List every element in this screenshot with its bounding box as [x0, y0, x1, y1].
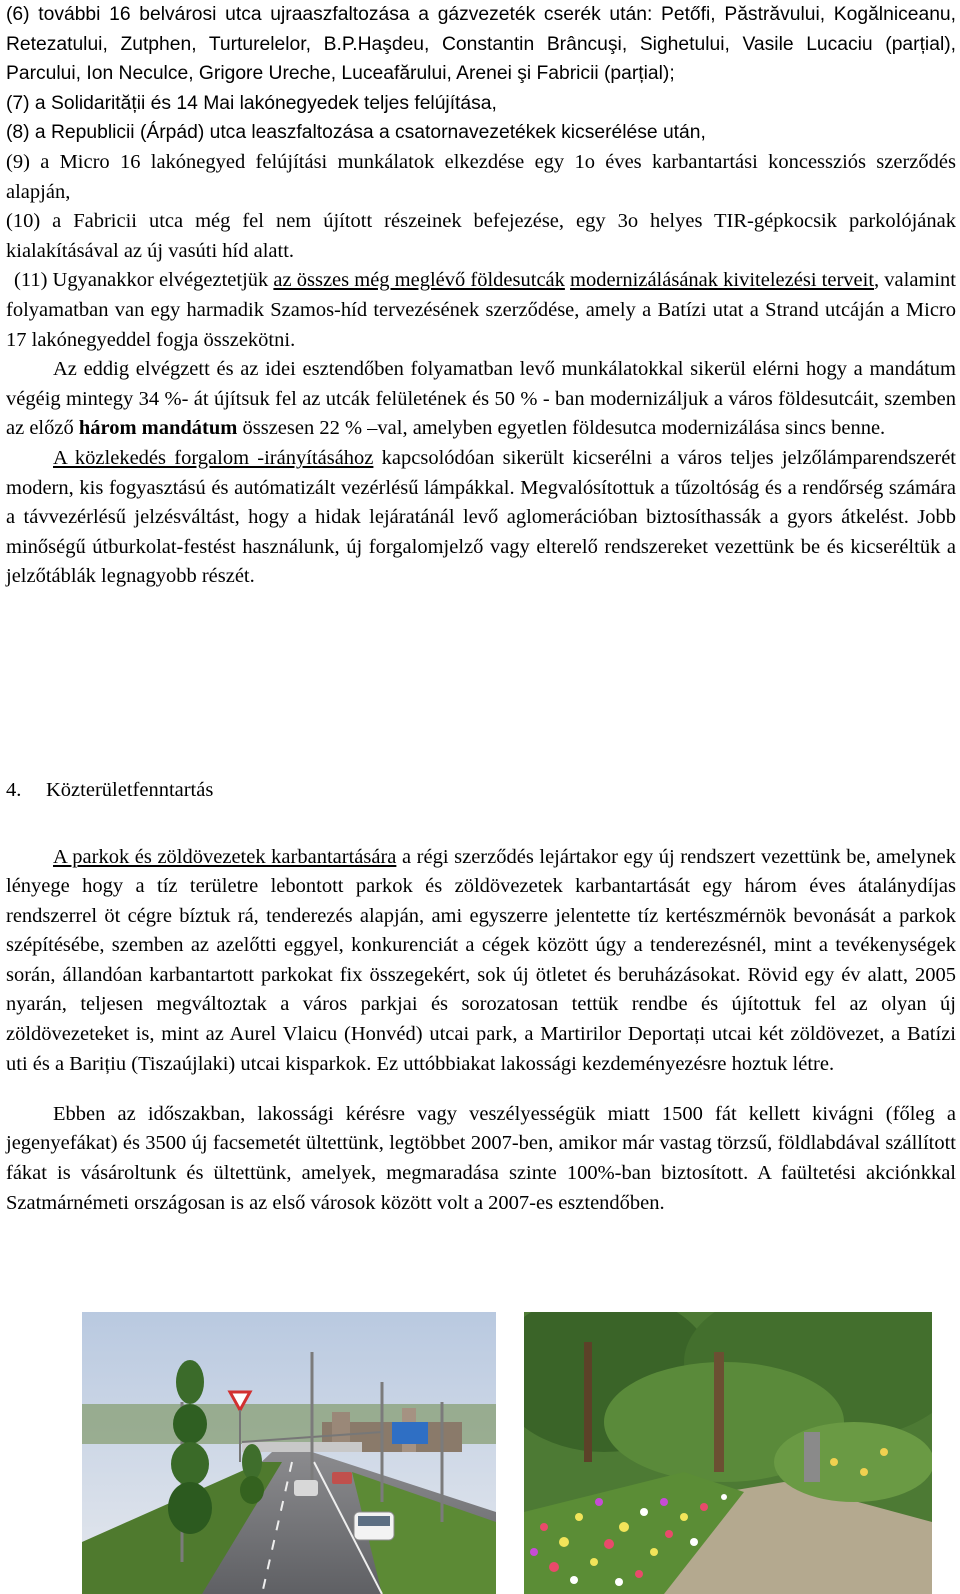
list-item-10: (10) a Fabricii utca még fel nem újított részeinek befejezése, egy 3o helyes TIR-gépkocsik parkolójának kialakításával az új vasúti híd alatt.: [6, 210, 956, 262]
traffic-heading-underlined: A közlekedés forgalom -irányításához: [53, 446, 374, 469]
parks-paragraph: [6, 843, 956, 1080]
list-item-9: (9) a Micro 16 lakónegyed felújítási munkálatok elkezdése egy 1o éves karbantartási koncessziós szerződés alapján,: [6, 150, 956, 203]
document-page: [6, 0, 960, 1594]
section-number: 4.: [6, 779, 22, 801]
parks-text: a régi szerződés lejártakor egy új rendszert vezettünk be, amelynek lényege hogy a tíz területre lebontott parkok és zöldövezetek karbantartását egy három éves átalánydíjas rendszerrel öt cégre bíztuk rá, tenderezés alapján, ami egyszerre jelentette tíz kertészmérnök bevonását a parkok szépítésébe, szemben az azelőtti eggyel, konkurenciát a cégek között úgy a tenderezésnél, mint a tevékenységek során, állandóan karbantartott parkokat fix összegekért, sok új ötletet és beruházásokat. Rövid egy év alatt, 2005 nyarán, teljesen megváltoztak a város parkjai és sorozatosan tettük rendbe és újítottuk fel az olyan új zöldövezeteket is, mint az Aurel Vlaicu (Honvéd) utcai park, a Martirilor Deportați utcai két zöldövezet, a Batízi uti és a Barițiu (Tiszaújlaki) utcai kisparkok. Ez uttóbbiakat lakossági kezdeményezésre hoztuk létre.: [6, 845, 956, 1075]
traffic-paragraph: [6, 444, 956, 592]
list-item-11: [6, 266, 956, 355]
summary-bold: három mandátum: [78, 417, 238, 440]
summary-paragraph: [6, 355, 956, 444]
section-4-heading: [6, 776, 946, 806]
item11-prefix: (11) Ugyanakkor elvégeztetjük: [14, 269, 274, 292]
section-3-list: [6, 0, 956, 592]
list-item-8: (8) a Republicii (Árpád) utca leaszfaltozása a csatornavezetékek kicserélése után,: [6, 122, 706, 144]
section-title: Közterületfenntartás: [46, 779, 214, 801]
item11-underlined-1: az összes még meglévő földesutcák: [273, 269, 565, 292]
section-4-body: [6, 822, 956, 1239]
list-item-6: (6) további 16 belvárosi utca ujraaszfaltozása a gázvezeték cserék után: Petőfi, Păstrăvului, Kogălniceanu, Retezatului, Zutphen, Turturelelor, B.P.Haşdeu, Constantin Brâncuşi, Sighetului, Vasile Lucaciu (parțial), Parcului, Ion Neculce, Grigore Ureche, Luceafărului, Arenei şi Fabricii (parțial);: [6, 4, 956, 85]
parks-heading-underlined: A parkok és zöldövezetek karbantartására: [53, 845, 397, 868]
street-photo: [82, 1312, 496, 1594]
item11-rest: , valamint folyamatban van egy harmadik Szamos-híd tervezésének szerződése, amely a Batízi utat a Strand utcáján a Micro 17 lakónegyeddel fogja összekötni.: [6, 269, 957, 351]
summary-text-b: összesen 22 % –val, amelyben egyetlen földesutca modernizálása sincs benne.: [237, 417, 886, 440]
park-photo: [524, 1312, 932, 1594]
trees-paragraph: Ebben az időszakban, lakossági kérésre vagy veszélyességük miatt 1500 fát kellett kivágni (főleg a jegenyefákat) és 3500 új facsemetét ültettünk, legtöbbet 2007-ben, amikor már vastag törzsű, földlabdával szállított fákat is vásároltunk és ültettünk, amelyek, megmaradása szinte 100%-ban biztosított. A faültetési akciónkkal Szatmárnémeti országosan is az első városok között volt a 2007-es esztendőben.: [6, 1102, 956, 1214]
item11-underlined-2: modernizálásának kivitelezési terveit: [570, 269, 875, 292]
list-item-7: (7) a Solidarității és 14 Mai lakónegyedek teljes felújítása,: [6, 92, 497, 114]
summary-text-a: Az eddig elvégzett és az idei esztendőben folyamatban levő munkálatokkal sikerül elérni hogy a mandátum végéig mintegy 34 %- át újítsuk fel az utcák felületének és 50 % - ban modernizáljuk a város földesutcáit, szemben az előző: [6, 358, 956, 440]
traffic-text: kapcsolódóan sikerült kicserélni a város teljes jelzőlámparendszerét modern, kis fogyasztású és autómatizált vezérlésű lámpákkal. Megvalósítottuk a tűzoltóság és a rendőrség számára a távvezérlésű jelzésváltást, hogy a hidak lejáratánál levő aglomerációban biztosíthassák a gyors átkelést. Jobb minőségű útburkolat-festést használunk, új forgalomjelző vagy elterelő rendszereket vezettünk be és kicseréltük a jelzőtáblák legnagyobb részét.: [6, 446, 957, 588]
